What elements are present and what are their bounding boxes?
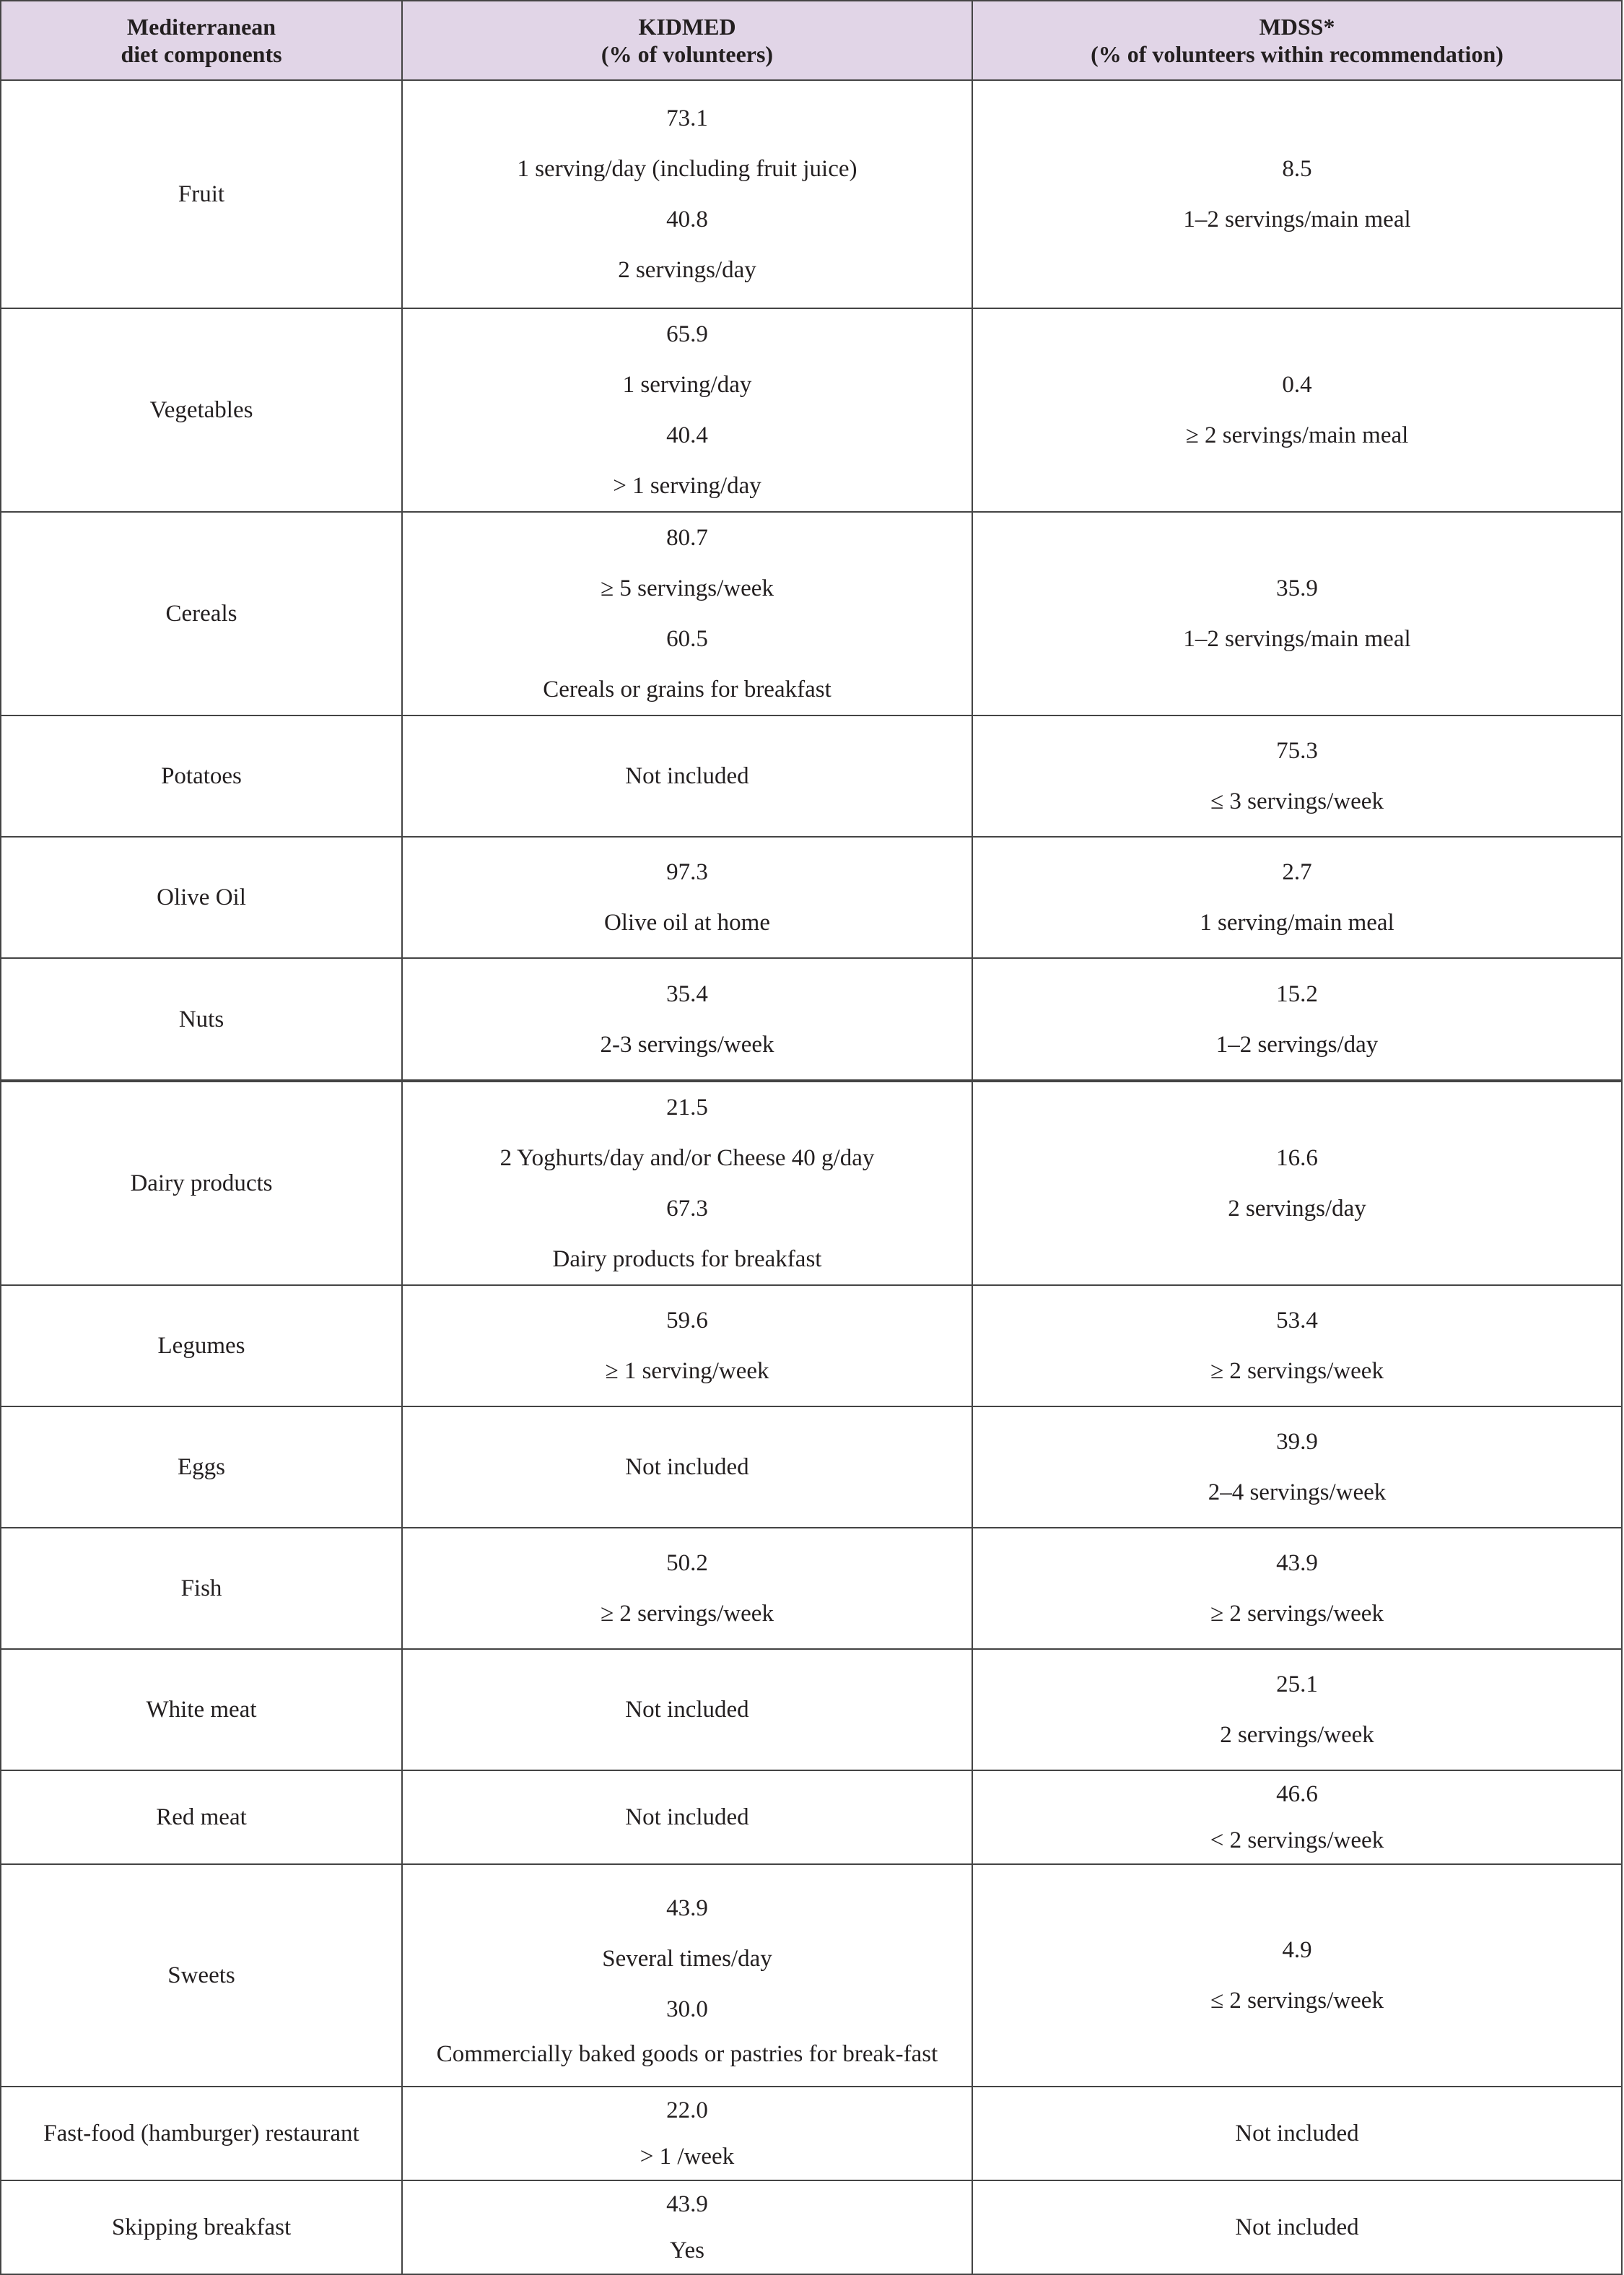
kidmed-value: 43.9 [666, 1895, 708, 1921]
component-cell: Nuts [1, 958, 402, 1081]
kidmed-value: Cereals or grains for breakfast [543, 677, 831, 702]
mdss-value: ≥ 2 servings/week [1210, 1601, 1384, 1627]
table-row [1, 715, 1622, 837]
kidmed-value: 73.1 [666, 105, 708, 131]
kidmed-value: 1 serving/day [622, 372, 752, 398]
kidmed-value: ≥ 1 serving/week [605, 1358, 769, 1384]
table-row [1, 1864, 1622, 2087]
mdss-value: Not included [1235, 2120, 1359, 2146]
kidmed-cell [402, 1864, 972, 2087]
mdss-value: 53.4 [1276, 1308, 1318, 1334]
kidmed-value: 60.5 [666, 626, 708, 652]
mdss-value: 1–2 servings/day [1215, 1031, 1379, 1058]
table-row [1, 1285, 1622, 1406]
kidmed-cell [402, 1406, 972, 1528]
component-cell: Fast-food (hamburger) restaurant [1, 2087, 402, 2180]
kidmed-value: 35.4 [666, 980, 708, 1007]
kidmed-value: ≥ 2 servings/week [601, 1601, 774, 1627]
header-mdss-line2: (% of volunteers within recommendation) [1091, 41, 1503, 67]
table-row [1, 1770, 1622, 1864]
mdss-cell [972, 1406, 1622, 1528]
header-components-line1: Mediterranean [126, 14, 276, 40]
kidmed-value: 22.0 [666, 2097, 708, 2123]
kidmed-cell [402, 2180, 972, 2274]
component-cell: Vegetables [1, 308, 402, 512]
mdss-value: 2 servings/week [1220, 1722, 1374, 1748]
mdss-value: 2–4 servings/week [1208, 1479, 1387, 1505]
kidmed-value: 80.7 [666, 525, 708, 551]
mdss-value: 39.9 [1276, 1429, 1318, 1455]
kidmed-cell [402, 1649, 972, 1770]
component-cell: Skipping breakfast [1, 2180, 402, 2274]
mdss-value: 8.5 [1282, 156, 1312, 182]
mdss-value: ≥ 2 servings/main meal [1185, 422, 1409, 448]
kidmed-value: Dairy products for breakfast [552, 1246, 822, 1272]
mdss-value: 4.9 [1282, 1937, 1312, 1963]
mdss-cell [972, 1081, 1622, 1285]
mdss-cell [972, 715, 1622, 837]
kidmed-cell [402, 837, 972, 958]
kidmed-value: Several times/day [602, 1946, 772, 1972]
table-row [1, 837, 1622, 958]
kidmed-cell [402, 80, 972, 308]
header-row [1, 1, 1622, 80]
component-cell: Dairy products [1, 1081, 402, 1285]
kidmed-value: 59.6 [666, 1308, 708, 1334]
kidmed-value: Not included [625, 763, 749, 789]
header-kidmed-line2: (% of volunteers) [601, 41, 774, 67]
kidmed-cell [402, 1285, 972, 1406]
kidmed-value: 43.9 [666, 2191, 708, 2217]
mdss-value: 15.2 [1276, 980, 1318, 1007]
component-cell: Red meat [1, 1770, 402, 1864]
mdss-value: < 2 servings/week [1210, 1827, 1384, 1853]
kidmed-value: 30.0 [666, 1996, 708, 2022]
kidmed-cell [402, 1770, 972, 1864]
mdss-value: 1–2 servings/main meal [1183, 626, 1411, 652]
header-mdss [972, 1, 1622, 80]
component-cell: Legumes [1, 1285, 402, 1406]
kidmed-value: > 1 serving/day [613, 473, 761, 499]
header-kidmed-line1: KIDMED [638, 14, 736, 40]
component-cell: Fish [1, 1528, 402, 1649]
table-row [1, 1081, 1622, 1285]
mdss-value: ≤ 3 servings/week [1210, 788, 1384, 814]
mdss-cell [972, 837, 1622, 958]
kidmed-value: Not included [625, 1697, 749, 1723]
header-mdss-line1: MDSS* [1259, 14, 1335, 40]
mdss-value: 35.9 [1276, 575, 1318, 601]
mdss-value: 2 servings/day [1228, 1196, 1366, 1222]
mdss-cell [972, 308, 1622, 512]
kidmed-value: 2-3 servings/week [600, 1031, 774, 1058]
kidmed-value: 21.5 [666, 1095, 708, 1121]
header-kidmed [402, 1, 972, 80]
kidmed-value: Yes [669, 2237, 705, 2263]
mdss-value: ≤ 2 servings/week [1210, 1988, 1384, 2014]
kidmed-value: 65.9 [666, 321, 708, 347]
kidmed-value: Commercially baked goods or pastries for break-fast [436, 2041, 938, 2067]
mdss-cell [972, 1285, 1622, 1406]
table-header [1, 1, 1622, 80]
kidmed-value: 97.3 [666, 859, 708, 885]
kidmed-cell [402, 1081, 972, 1285]
mdss-value: 1 serving/main meal [1200, 910, 1394, 936]
table-row [1, 1528, 1622, 1649]
header-components-line2: diet components [121, 41, 282, 67]
header-components [1, 1, 402, 80]
mdss-value: 25.1 [1276, 1671, 1318, 1697]
kidmed-value: 50.2 [666, 1550, 708, 1576]
mdss-value: ≥ 2 servings/week [1210, 1358, 1384, 1384]
kidmed-value: 2 Yoghurts/day and/or Cheese 40 g/day [499, 1145, 875, 1171]
component-cell: White meat [1, 1649, 402, 1770]
mdss-cell [972, 2180, 1622, 2274]
kidmed-value: 67.3 [666, 1196, 708, 1222]
kidmed-value: 40.8 [666, 206, 708, 232]
mdss-cell [972, 80, 1622, 308]
mdss-value: 0.4 [1282, 372, 1312, 398]
kidmed-value: Not included [625, 1804, 749, 1830]
kidmed-value: > 1 /week [639, 2144, 735, 2170]
component-cell: Cereals [1, 512, 402, 715]
mdss-cell [972, 2087, 1622, 2180]
kidmed-cell [402, 2087, 972, 2180]
kidmed-cell [402, 512, 972, 715]
mdss-value: 46.6 [1276, 1781, 1318, 1807]
kidmed-value: ≥ 5 servings/week [601, 575, 774, 601]
component-cell: Potatoes [1, 715, 402, 837]
table-row [1, 308, 1622, 512]
table-row [1, 958, 1622, 1081]
component-cell: Eggs [1, 1406, 402, 1528]
table-row [1, 2087, 1622, 2180]
kidmed-cell [402, 715, 972, 837]
mdss-value: 16.6 [1276, 1145, 1318, 1171]
kidmed-cell [402, 958, 972, 1081]
mdss-value: 43.9 [1276, 1550, 1318, 1576]
mdss-cell [972, 1864, 1622, 2087]
mdss-value: Not included [1235, 2214, 1359, 2240]
component-cell: Olive Oil [1, 837, 402, 958]
component-cell: Fruit [1, 80, 402, 308]
table-body [1, 80, 1622, 2274]
kidmed-value: 40.4 [666, 422, 708, 448]
table-row [1, 512, 1622, 715]
mdss-value: 2.7 [1282, 859, 1312, 885]
mdss-value: 75.3 [1276, 738, 1318, 764]
kidmed-value: Not included [625, 1454, 749, 1480]
mdss-value: 1–2 servings/main meal [1183, 206, 1411, 232]
mdss-cell [972, 1649, 1622, 1770]
mdss-cell [972, 1770, 1622, 1864]
table-row [1, 80, 1622, 308]
table-row [1, 1649, 1622, 1770]
mdss-cell [972, 1528, 1622, 1649]
kidmed-cell [402, 1528, 972, 1649]
kidmed-value: Olive oil at home [603, 910, 771, 936]
mdss-cell [972, 512, 1622, 715]
table-row [1, 2180, 1622, 2274]
table-row [1, 1406, 1622, 1528]
mdss-cell [972, 958, 1622, 1081]
kidmed-cell [402, 308, 972, 512]
kidmed-value: 2 servings/day [618, 257, 756, 283]
component-cell: Sweets [1, 1864, 402, 2087]
kidmed-value: 1 serving/day (including fruit juice) [517, 156, 857, 182]
